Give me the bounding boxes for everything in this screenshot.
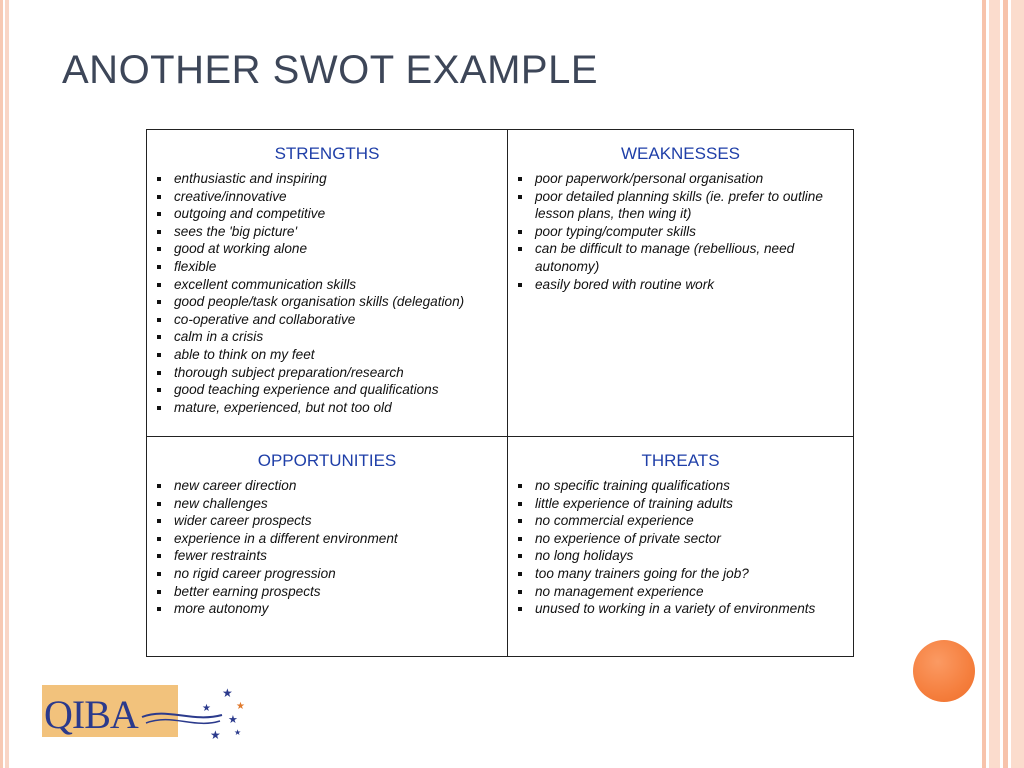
threats-heading: THREATS xyxy=(641,451,720,470)
list-item: good people/task organisation skills (delegation) xyxy=(155,293,499,311)
list-item: little experience of training adults xyxy=(516,495,845,513)
list-item: more autonomy xyxy=(155,600,499,618)
slide-frame-right xyxy=(980,0,1024,768)
svg-text:★: ★ xyxy=(236,701,245,712)
opportunities-list xyxy=(155,477,499,618)
strengths-list xyxy=(155,170,499,416)
qiba-logo xyxy=(42,685,252,745)
list-item: no long holidays xyxy=(516,547,845,565)
list-item: can be difficult to manage (rebellious, need autonomy) xyxy=(516,240,845,275)
list-item: no commercial experience xyxy=(516,512,845,530)
list-item: no management experience xyxy=(516,583,845,601)
slide-frame-left xyxy=(0,0,9,768)
slide-title: ANOTHER SWOT EXAMPLE xyxy=(62,48,599,92)
list-item: good at working alone xyxy=(155,240,499,258)
list-item: co-operative and collaborative xyxy=(155,311,499,329)
weaknesses-list xyxy=(516,170,845,293)
list-item: fewer restraints xyxy=(155,547,499,565)
list-item: outgoing and competitive xyxy=(155,205,499,223)
list-item: mature, experienced, but not too old xyxy=(155,399,499,417)
list-item: too many trainers going for the job? xyxy=(516,565,845,583)
list-item: flexible xyxy=(155,258,499,276)
list-item: no rigid career progression xyxy=(155,565,499,583)
list-item: wider career prospects xyxy=(155,512,499,530)
list-item: thorough subject preparation/research xyxy=(155,364,499,382)
list-item: poor typing/computer skills xyxy=(516,223,845,241)
list-item: able to think on my feet xyxy=(155,346,499,364)
opportunities-cell xyxy=(147,437,508,656)
list-item: no experience of private sector xyxy=(516,530,845,548)
list-item: creative/innovative xyxy=(155,188,499,206)
list-item: unused to working in a variety of environments xyxy=(516,600,845,618)
list-item: calm in a crisis xyxy=(155,328,499,346)
svg-text:★: ★ xyxy=(202,703,211,714)
svg-text:★: ★ xyxy=(228,713,238,726)
weaknesses-cell xyxy=(508,130,853,437)
weaknesses-heading: WEAKNESSES xyxy=(620,144,741,163)
decorative-orange-circle xyxy=(913,640,975,702)
list-item: enthusiastic and inspiring xyxy=(155,170,499,188)
threats-cell xyxy=(508,437,853,656)
list-item: sees the 'big picture' xyxy=(155,223,499,241)
swot-table xyxy=(146,129,854,657)
logo-text: QIBA xyxy=(44,692,138,737)
threats-list xyxy=(516,477,845,618)
strengths-heading: STRENGTHS xyxy=(274,144,380,163)
list-item: excellent communication skills xyxy=(155,276,499,294)
list-item: no specific training qualifications xyxy=(516,477,845,495)
list-item: better earning prospects xyxy=(155,583,499,601)
list-item: experience in a different environment xyxy=(155,530,499,548)
logo-stars-swoosh-icon xyxy=(42,685,252,745)
strengths-cell xyxy=(147,130,508,437)
opportunities-heading: OPPORTUNITIES xyxy=(257,451,397,470)
list-item: new career direction xyxy=(155,477,499,495)
list-item: poor paperwork/personal organisation xyxy=(516,170,845,188)
list-item: easily bored with routine work xyxy=(516,276,845,294)
svg-text:★: ★ xyxy=(234,728,242,737)
svg-text:★: ★ xyxy=(210,728,221,742)
list-item: good teaching experience and qualifications xyxy=(155,381,499,399)
list-item: new challenges xyxy=(155,495,499,513)
svg-text:★: ★ xyxy=(222,686,233,700)
list-item: poor detailed planning skills (ie. prefer to outline lesson plans, then wing it) xyxy=(516,188,845,223)
